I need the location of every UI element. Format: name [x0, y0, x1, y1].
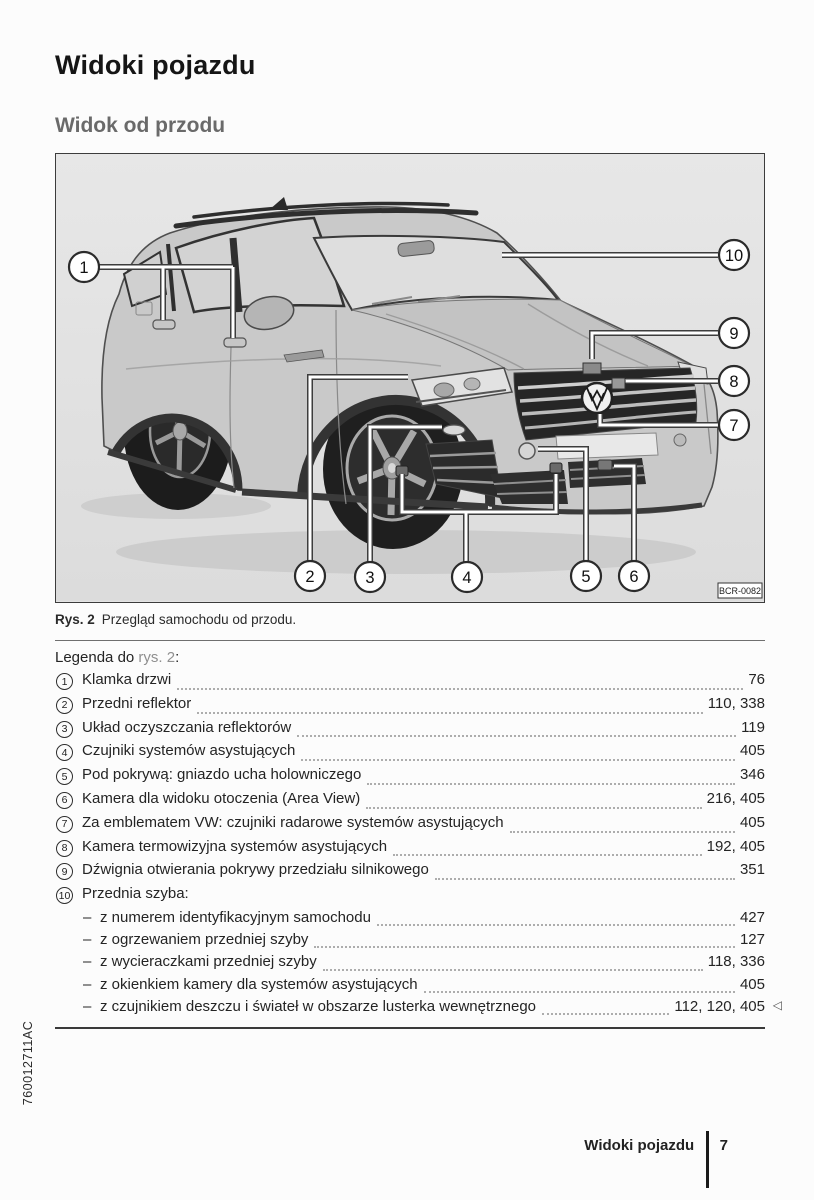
vw-emblem-icon	[582, 383, 612, 413]
legend-item-8	[55, 838, 765, 862]
callout-6	[619, 561, 649, 591]
svg-text:5: 5	[581, 568, 591, 586]
callout-5	[571, 561, 601, 591]
item-label: Przednia szyba:	[82, 885, 189, 903]
page-title: Widoki pojazdu	[55, 50, 256, 80]
subitem-label: z wycieraczkami przedniej szyby	[100, 953, 317, 971]
legend-subitem-1	[55, 909, 765, 931]
page-reference[interactable]: 346	[739, 766, 765, 784]
vehicle-illustration	[56, 154, 764, 601]
caption-label: Rys. 2	[55, 612, 95, 627]
footer-page-number: 7	[719, 1137, 728, 1154]
legend-item-1	[55, 671, 765, 695]
item-label: Dźwignia otwierania pokrywy przedziału silnikowego	[82, 861, 429, 879]
legend-item-10	[55, 885, 765, 909]
callout-2	[295, 561, 325, 591]
dot-leader	[542, 1013, 669, 1015]
subitem-label: z okienkiem kamery dla systemów asystujących	[100, 975, 418, 993]
rear-door-handle	[153, 320, 175, 329]
item-number-badge: 4	[56, 744, 73, 761]
dot-leader	[297, 735, 736, 737]
dash-bullet: –	[83, 953, 92, 971]
item-number-badge: 5	[56, 768, 73, 785]
dash-bullet: –	[83, 997, 92, 1015]
item-number-badge: 1	[56, 673, 73, 690]
item-number-badge: 2	[56, 697, 73, 714]
dot-leader	[377, 924, 735, 926]
dot-leader	[367, 783, 735, 785]
svg-text:1: 1	[79, 259, 89, 277]
legend-title-prefix: Legenda do	[55, 649, 139, 666]
dot-leader	[424, 991, 735, 993]
page-reference[interactable]: 112, 120, 405	[674, 997, 765, 1015]
item-number-badge: 10	[56, 887, 73, 904]
svg-text:6: 6	[629, 568, 639, 586]
page-reference[interactable]: 127	[739, 931, 765, 949]
subitem-label: z ogrzewaniem przedniej szyby	[100, 931, 309, 949]
dot-leader	[323, 969, 703, 971]
subitem-label: z numerem identyfikacyjnym samochodu	[100, 908, 371, 926]
legend-item-6	[55, 790, 765, 814]
page-reference[interactable]: 216, 405	[706, 789, 765, 807]
headlight-washer	[443, 425, 465, 435]
vehicle-figure	[55, 153, 765, 603]
item-number-badge: 6	[56, 792, 73, 809]
callout-8	[719, 366, 749, 396]
item-label: Klamka drzwi	[82, 671, 172, 688]
figure-reference-link[interactable]: rys. 2	[138, 649, 176, 666]
svg-text:2: 2	[305, 568, 315, 586]
legend-subitem-3	[55, 953, 765, 975]
svg-text:BCR-0082: BCR-0082	[718, 586, 762, 596]
footer-divider-bar	[706, 1131, 709, 1188]
dot-leader	[314, 946, 735, 948]
page-footer	[584, 1134, 728, 1188]
item-label: Czujniki systemów asystujących	[82, 742, 296, 760]
hood-release-lever	[583, 363, 601, 374]
image-code-label	[718, 583, 762, 598]
page-reference[interactable]: 110, 338	[707, 694, 765, 712]
legend-item-9	[55, 861, 765, 885]
spine-code: 760012711AC	[21, 1020, 35, 1106]
legend-subitem-2	[55, 931, 765, 953]
dash-bullet: –	[83, 931, 92, 949]
callout-7	[719, 410, 749, 440]
svg-text:3: 3	[365, 569, 375, 587]
item-number-badge: 9	[56, 863, 73, 880]
legend-item-7	[55, 814, 765, 838]
dash-bullet: –	[83, 908, 92, 926]
svg-text:7: 7	[729, 417, 739, 435]
legend-item-3	[55, 719, 765, 743]
callout-4	[452, 562, 482, 592]
section-end-marker: ◁	[772, 997, 782, 1012]
page-reference[interactable]: 405	[739, 742, 765, 760]
subitem-label: z czujnikiem deszczu i świateł w obszarze lusterka wewnętrznego	[100, 997, 537, 1015]
page-reference[interactable]: 427	[739, 908, 765, 926]
item-label: Kamera dla widoku otoczenia (Area View)	[82, 789, 361, 807]
legend-title	[55, 649, 765, 666]
legend-item-5	[55, 766, 765, 790]
callout-3	[355, 562, 385, 592]
svg-text:10: 10	[724, 247, 744, 265]
callout-1	[69, 252, 99, 282]
page-reference[interactable]: 192, 405	[706, 837, 765, 855]
page-reference[interactable]: 405	[739, 975, 765, 993]
svg-text:9: 9	[729, 325, 739, 343]
page-reference[interactable]: 405	[739, 813, 765, 831]
callout-9	[719, 318, 749, 348]
section-title: Widok od przodu	[55, 114, 226, 137]
item-label: Przedni reflektor	[82, 694, 192, 712]
footer-section-title: Widoki pojazdu	[584, 1137, 695, 1154]
figure-caption	[55, 612, 765, 627]
front-door-handle	[224, 338, 246, 347]
item-label: Układ oczyszczania reflektorów	[82, 718, 292, 736]
thermal-camera	[612, 378, 625, 389]
dot-leader	[301, 759, 735, 761]
page-reference[interactable]: 351	[739, 861, 765, 879]
dash-bullet: –	[83, 975, 92, 993]
dot-leader	[510, 831, 735, 833]
legend-subitem-5	[55, 997, 782, 1020]
page-reference[interactable]: 76	[748, 671, 765, 688]
assist-sensor-right	[550, 463, 562, 473]
item-label: Pod pokrywą: gniazdo ucha holowniczego	[82, 766, 362, 784]
legend-item-2	[55, 695, 765, 719]
page-reference[interactable]: 118, 336	[707, 953, 765, 971]
item-label: Kamera termowizyjna systemów asystujących	[82, 837, 388, 855]
tow-hook-cover	[519, 443, 535, 459]
page-content	[55, 0, 782, 1029]
svg-text:4: 4	[462, 569, 472, 587]
item-number-badge: 8	[56, 840, 73, 857]
item-label: Za emblematem VW: czujniki radarowe systemów asystujących	[82, 813, 504, 831]
item-number-badge: 3	[56, 721, 73, 738]
dot-leader	[366, 807, 701, 809]
page-reference[interactable]: 119	[741, 718, 765, 736]
svg-text:8: 8	[729, 373, 739, 391]
callout-10	[719, 240, 749, 270]
dot-leader	[177, 688, 743, 690]
item-number-badge: 7	[56, 816, 73, 833]
divider-top	[55, 640, 765, 641]
legend-title-suffix: :	[175, 649, 180, 666]
dot-leader	[435, 878, 735, 880]
dot-leader	[197, 712, 703, 714]
legend-subitem-4	[55, 976, 765, 998]
legend-item-4	[55, 742, 765, 766]
divider-bottom	[55, 1027, 765, 1029]
caption-text: Przegląd samochodu od przodu.	[101, 612, 297, 627]
area-view-camera	[598, 460, 612, 470]
legend	[55, 649, 782, 1029]
dot-leader	[393, 854, 702, 856]
